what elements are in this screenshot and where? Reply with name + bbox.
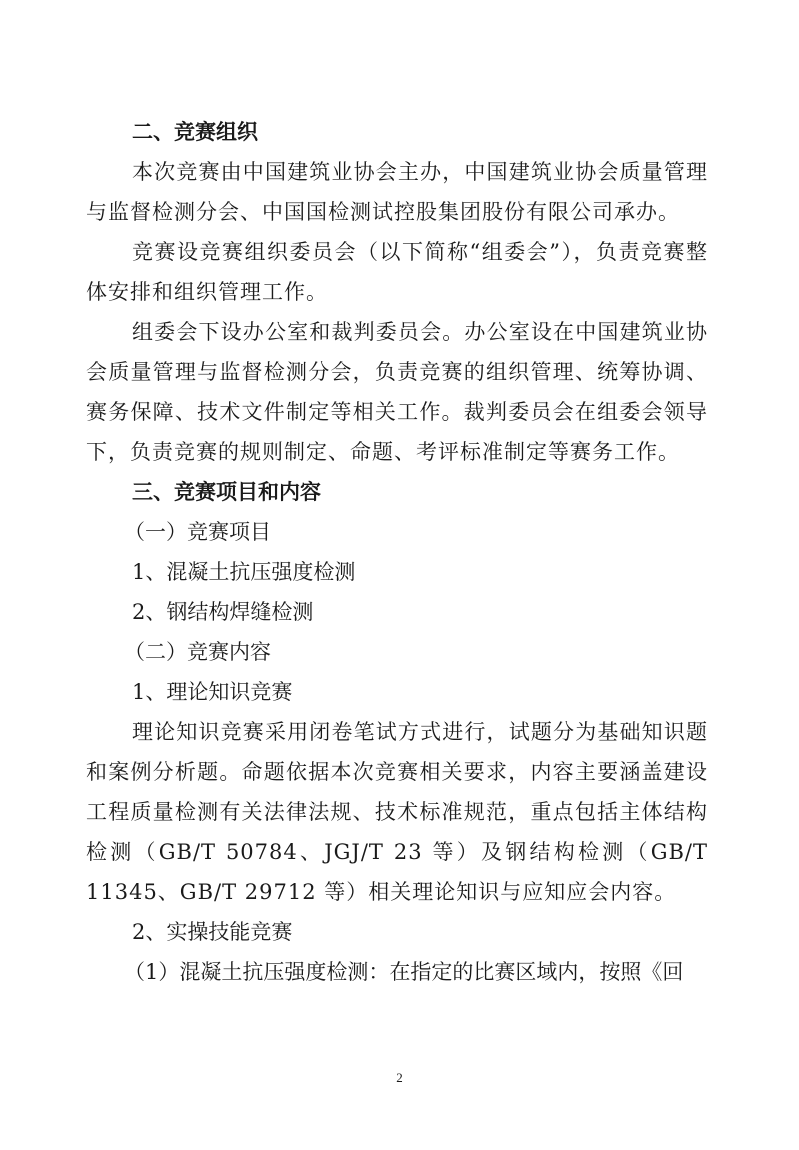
paragraph-organizers: 本次竞赛由中国建筑业协会主办，中国建筑业协会质量管理与监督检测分会、中国国检测试控股集团股份有限公司承办。	[86, 160, 708, 224]
document-body	[86, 112, 708, 992]
paragraph-office-referees: 组委会下设办公室和裁判委员会。办公室设在中国建筑业协会质量管理与监督检测分会，负责竞赛的组织管理、统筹协调、赛务保障、技术文件制定等相关工作。裁判委员会在组委会领导下，负责竞赛的规则制定、命题、考评标准制定等赛务工作。	[86, 320, 708, 464]
list-item-concrete: 1、混凝土抗压强度检测	[132, 560, 356, 584]
subheading-competition-items: （一）竞赛项目	[124, 520, 271, 544]
subheading-competition-content: （二）竞赛内容	[124, 640, 271, 664]
section-heading-organization: 二、竞赛组织	[132, 120, 258, 144]
page-number: 2	[396, 1070, 403, 1085]
content-title-practical: 2、实操技能竞赛	[132, 920, 293, 944]
paragraph-practical-concrete: （1）混凝土抗压强度检测：在指定的比赛区域内，按照《回	[124, 960, 684, 984]
list-item-steel-weld: 2、钢结构焊缝检测	[132, 600, 314, 624]
paragraph-committee: 竞赛设竞赛组织委员会（以下简称“组委会”），负责竞赛整体安排和组织管理工作。	[86, 240, 708, 304]
paragraph-theory: 理论知识竞赛采用闭卷笔试方式进行，试题分为基础知识题和案例分析题。命题依据本次竞赛相关要求，内容主要涵盖建设工程质量检测有关法律法规、技术标准规范，重点包括主体结构检测（GB/T 50784、JGJ/T 23 等）及钢结构检测（GB/T 11345、GB/T 29712 等）相关理论知识与应知应会内容。	[86, 720, 708, 904]
section-heading-items-content: 三、竞赛项目和内容	[132, 480, 321, 504]
content-title-theory: 1、理论知识竞赛	[132, 680, 293, 704]
